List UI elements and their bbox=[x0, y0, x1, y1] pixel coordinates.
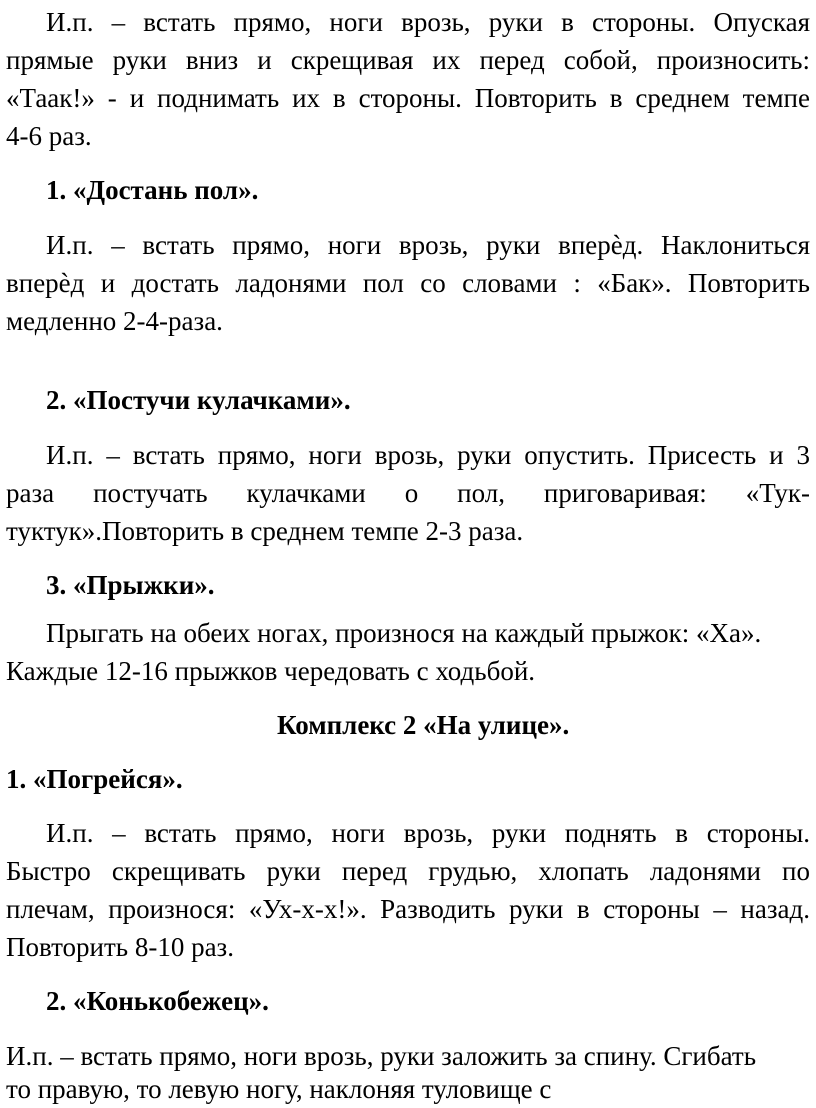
paragraph-line: 4-6 раз. bbox=[6, 121, 92, 151]
exercise-heading: 2. «Постучи кулачками». bbox=[46, 385, 351, 415]
paragraph-line: плечам, произнося: «Ух-х-х!». Разводить руки в стороны – назад. bbox=[6, 894, 810, 924]
paragraph-line: И.п. – встать прямо, ноги врозь, руки вперѐд. Наклониться bbox=[46, 230, 810, 260]
paragraph-line: то правую, то левую ногу, наклоняя туловище с bbox=[6, 1074, 552, 1104]
paragraph-line: медленно 2-4-раза. bbox=[6, 306, 223, 336]
paragraph-line: раза постучать кулачками о пол, приговаривая: «Тук- bbox=[6, 478, 810, 508]
paragraph-line: Повторить 8-10 раз. bbox=[6, 932, 234, 962]
exercise-heading: 1. «Погрейся». bbox=[6, 764, 183, 794]
paragraph-line: Каждые 12-16 прыжков чередовать с ходьбой. bbox=[6, 656, 536, 686]
section-title: Комплекс 2 «На улице». bbox=[277, 710, 570, 740]
paragraph-line: прямые руки вниз и скрещивая их перед собой, произносить: bbox=[6, 45, 810, 75]
exercise-heading: 3. «Прыжки». bbox=[46, 570, 215, 600]
paragraph-line: И.п. – встать прямо, ноги врозь, руки заложить за спину. Сгибать bbox=[6, 1041, 757, 1071]
paragraph-line: «Таак!» - и поднимать их в стороны. Повторить в среднем темпе bbox=[6, 83, 810, 113]
paragraph-line: Быстро скрещивать руки перед грудью, хлопать ладонями по bbox=[6, 856, 810, 886]
paragraph-line: И.п. – встать прямо, ноги врозь, руки опустить. Присесть и 3 bbox=[46, 440, 810, 470]
paragraph-line: И.п. – встать прямо, ноги врозь, руки в стороны. Опуская bbox=[46, 7, 810, 37]
paragraph-line: И.п. – встать прямо, ноги врозь, руки поднять в стороны. bbox=[46, 818, 810, 848]
paragraph-line: Прыгать на обеих ногах, произнося на каждый прыжок: «Ха». bbox=[46, 618, 762, 648]
exercise-heading: 1. «Достань пол». bbox=[46, 175, 259, 205]
exercise-heading: 2. «Конькобежец». bbox=[46, 986, 269, 1016]
paragraph-line: туктук».Повторить в среднем темпе 2-3 раза. bbox=[6, 516, 524, 546]
paragraph-line: вперѐд и достать ладонями пол со словами : «Бак». Повторить bbox=[6, 268, 810, 298]
